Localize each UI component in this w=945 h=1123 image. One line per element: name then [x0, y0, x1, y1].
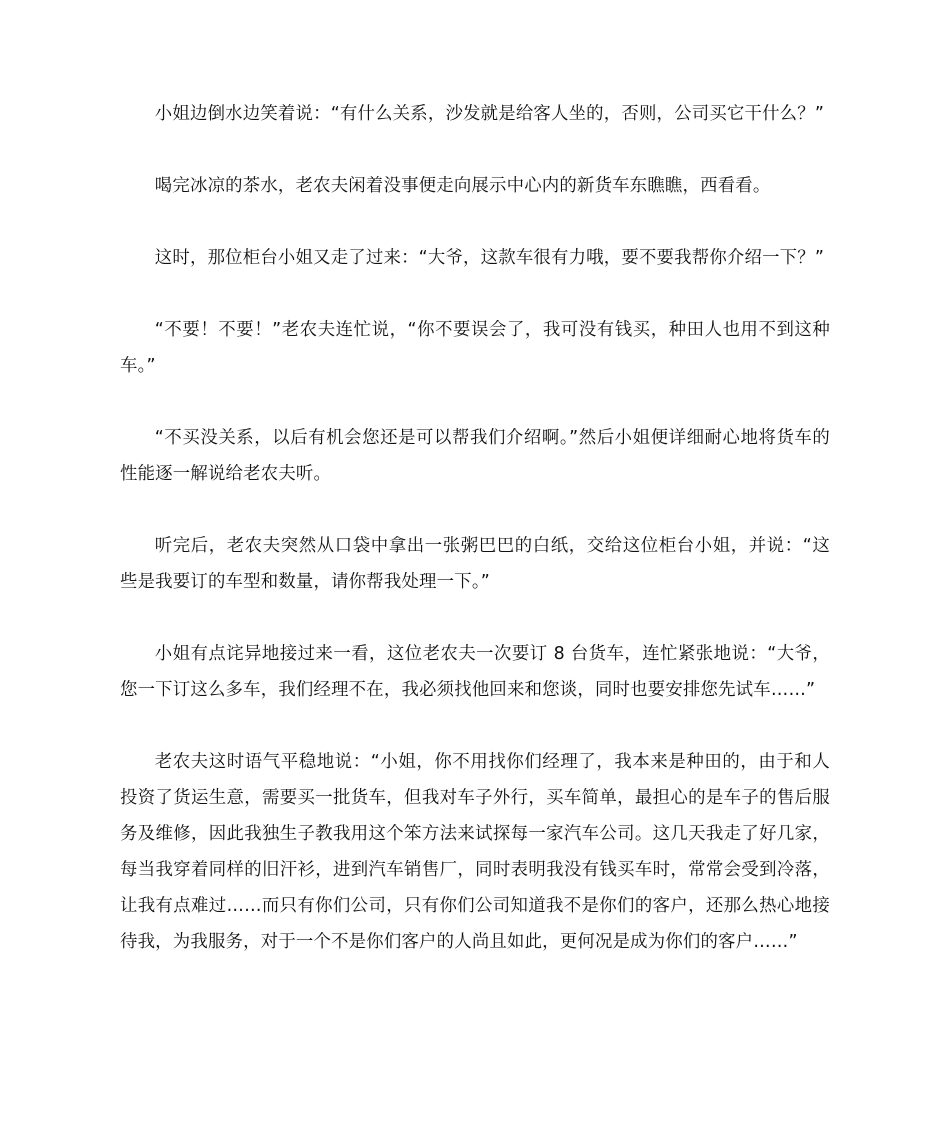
paragraph-2: 喝完冰凉的茶水，老农夫闲着没事便走向展示中心内的新货车东瞧瞧，西看看。: [154, 176, 771, 196]
document-body: [120, 96, 830, 996]
paragraph-5: “不买没关系，以后有机会您还是可以帮我们介绍啊。”然后小姐便详细耐心地将货车的性能逐一解说给老农夫听。: [120, 428, 830, 484]
paragraph-4: “不要！不要！”老农夫连忙说，“你不要误会了，我可没有钱买，种田人也用不到这种车。”: [120, 320, 830, 376]
paragraph-6: 听完后，老农夫突然从口袋中拿出一张粥巴巴的白纸，交给这位柜台小姐，并说：“这些是我要订的车型和数量，请你帮我处理一下。”: [120, 536, 830, 592]
paragraph-3: 这时，那位柜台小姐又走了过来：“大爷，这款车很有力哦，要不要我帮你介绍一下？”: [154, 248, 825, 268]
paragraph-7: 小姐有点诧异地接过来一看，这位老农夫一次要订 8 台货车，连忙紧张地说：“大爷，您一下订这么多车，我们经理不在，我必须找他回来和您谈，同时也要安排您先试车……”: [120, 644, 830, 700]
paragraph-8: 老农夫这时语气平稳地说：“小姐，你不用找你们经理了，我本来是种田的，由于和人投资了货运生意，需要买一批货车，但我对车子外行，买车简单，最担心的是车子的售后服务及维修，因此我独生子教我用这个笨方法来试探每一家汽车公司。这几天我走了好几家，每当我穿着同样的旧汗衫，进到汽车销售厂，同时表明我没有钱买车时，常常会受到冷落，让我有点难过……而只有你们公司，只有你们公司知道我不是你们的客户，还那么热心地接待我，为我服务，对于一个不是你们客户的人尚且如此，更何况是成为你们的客户……”: [120, 752, 830, 952]
paragraph-1: 小姐边倒水边笑着说：“有什么关系，沙发就是给客人坐的，否则，公司买它干什么？”: [154, 104, 825, 124]
